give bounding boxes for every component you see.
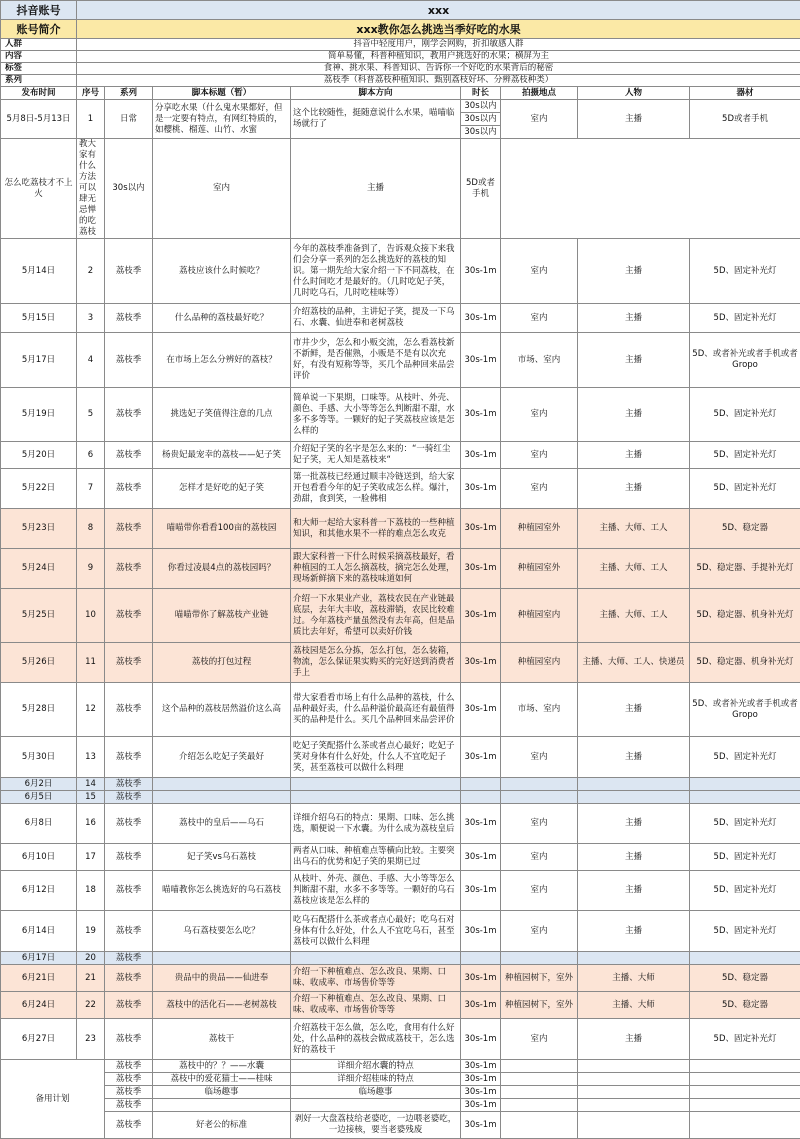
row-location: 室内 [501,304,578,333]
row-equipment: 5D、或者补光或者手机或者Gropo [690,683,800,737]
row-equipment: 5D、或者补光或者手机或者Gropo [690,333,800,388]
row-title: 怎样才是好吃的妃子笑 [153,469,291,509]
col-header-date: 发布时间 [1,87,77,100]
row-date: 5月14日 [1,239,77,304]
row-title: 临场趣事 [153,1086,291,1099]
row-duration: 30s-1m [461,1112,501,1139]
row-direction: 详细介绍水囊的特点 [291,1060,461,1073]
table-row [1,871,800,911]
table-row [1,442,800,469]
row-person: 主播 [578,100,690,139]
row-person: 主播 [578,737,690,778]
row-series: 荔枝季 [105,1019,153,1060]
row-date: 6月27日 [1,1019,77,1060]
row-title: 乌石荔枝要怎么吃？ [153,911,291,952]
row-location: 室内 [501,388,578,442]
row-duration: 30s-1m [461,1019,501,1060]
row-title [153,791,291,804]
row-duration: 30s-1m [461,965,501,992]
row-date: 5月15日 [1,304,77,333]
col-header-equipment: 器材 [690,87,800,100]
row-duration: 30s-1m [461,683,501,737]
row-location [501,791,578,804]
row-series: 荔枝季 [105,643,153,683]
row-direction: 今年的荔枝季准备到了，告诉观众接下来我们会分享一系列的怎么挑选好的荔枝的知识。第一期先给大家介绍一下不同荔枝，在什么时间吃才是最好的。（几时吃妃子笑，几时吃乌石，几时吃桂味等） [291,239,461,304]
row-date: 6月17日 [1,952,77,965]
row-series: 荔枝季 [105,304,153,333]
row-location: 种植园室外 [501,509,578,549]
row-location [501,952,578,965]
table-row [1,239,800,304]
row-duration: 30s-1m [461,1086,501,1099]
row-duration: 30s以内 [461,126,501,139]
row-series: 荔枝季 [105,589,153,643]
row-num: 17 [77,844,105,871]
row-person: 主播 [578,469,690,509]
row-equipment [690,791,800,804]
table-row [1,469,800,509]
row-direction: 简单说一下果期，口味等。从枝叶、外壳、颜色、手感、大小等等怎么判断甜不甜，水多不多等等。一颗好的妃子笑荔枝应该是怎么样的 [291,388,461,442]
row-title: 你看过凌晨4点的荔枝园吗？ [153,549,291,589]
row-date: 5月28日 [1,683,77,737]
row-person: 主播 [578,844,690,871]
row-equipment: 5D、稳定器 [690,992,800,1019]
backup-row [1,1060,800,1073]
row-date: 6月10日 [1,844,77,871]
table-row [1,549,800,589]
row-person [578,791,690,804]
row-num: 11 [77,643,105,683]
row-location: 室内 [153,139,291,239]
row-location: 室内 [501,871,578,911]
row-direction: 介绍一下种植难点、怎么改良、果期、口味、收成率、市场售价等等 [291,965,461,992]
row-equipment: 5D、固定补光灯 [690,911,800,952]
row-num: 19 [77,911,105,952]
table-row [1,804,800,844]
row-direction: 临场趣事 [291,1086,461,1099]
row-num: 12 [77,683,105,737]
row-num: 4 [77,333,105,388]
row-direction: 第一批荔枝已经通过顺丰冷链送到，给大家开包看看今年的妃子笑收成怎么样。爆汁，劲甜，食到笑，一脸佛相 [291,469,461,509]
row-date: 5月17日 [1,333,77,388]
row-series: 荔枝季 [105,992,153,1019]
col-header-person: 人物 [578,87,690,100]
row-series: 荔枝季 [105,952,153,965]
row-title: 介绍怎么吃妃子笑最好 [153,737,291,778]
row-duration: 30s-1m [461,589,501,643]
row-series: 荔枝季 [105,1073,153,1086]
row-title: 喵喵带你了解荔枝产业链 [153,589,291,643]
empty-cell [578,1099,690,1112]
row-title [153,1099,291,1112]
row-title: 荔枝的打包过程 [153,643,291,683]
row-num: 2 [77,239,105,304]
row-duration: 30s-1m [461,871,501,911]
row-duration [461,952,501,965]
row-series: 荔枝季 [105,911,153,952]
empty-cell [690,1086,800,1099]
row-series: 荔枝季 [105,778,153,791]
row-date: 6月2日 [1,778,77,791]
row-duration: 30s-1m [461,911,501,952]
row-person: 主播、大师、工人、快递员 [578,643,690,683]
table-row [1,509,800,549]
row-person: 主播 [578,239,690,304]
row-person [578,952,690,965]
row-date: 5月30日 [1,737,77,778]
row-num: 8 [77,509,105,549]
row-series: 荔枝季 [105,791,153,804]
row-equipment: 5D、稳定器 [690,509,800,549]
row-title: 荔枝中的皇后——乌石 [153,804,291,844]
row-person: 主播 [578,911,690,952]
row-title [153,952,291,965]
row-direction: 介绍荔枝干怎么做，怎么吃，食用有什么好处，什么品种的荔枝会做成荔枝干，怎么选好的荔枝干 [291,1019,461,1060]
col-header-location: 拍摄地点 [501,87,578,100]
row-equipment: 5D、固定补光灯 [690,804,800,844]
row-title [153,778,291,791]
table-row [1,791,800,804]
table-row [1,911,800,952]
backup-row [1,1112,800,1139]
row-person [578,778,690,791]
row-num: 1 [77,100,105,139]
table-row [1,683,800,737]
row-location: 种植园树下，室外 [501,992,578,1019]
row-series: 荔枝季 [105,1086,153,1099]
table-row [1,304,800,333]
row-duration: 30s-1m [461,333,501,388]
profile-value: 简单易懂，科普种植知识，教用户挑选好的水果；横屏为主 [77,51,800,63]
empty-cell [501,1086,578,1099]
empty-cell [578,1086,690,1099]
row-person: 主播、大师 [578,992,690,1019]
row-direction: 这个比较随性，挺随意说什么水果，喵喵临场就行了 [291,100,461,139]
row-equipment: 5D、固定补光灯 [690,469,800,509]
table-row [1,333,800,388]
row-location: 室内 [501,911,578,952]
row-person: 主播 [578,388,690,442]
row-duration: 30s-1m [461,304,501,333]
row-equipment: 5D、固定补光灯 [690,388,800,442]
empty-cell [501,1060,578,1073]
row-direction: 详细介绍乌石的特点：果期、口味、怎么挑选，顺便说一下水囊。为什么成为荔枝皇后 [291,804,461,844]
row-equipment: 5D或者手机 [690,100,800,139]
row-equipment [690,952,800,965]
row-direction: 介绍一下种植难点、怎么改良、果期、口味、收成率、市场售价等等 [291,992,461,1019]
row-direction: 介绍妃子笑的名字是怎么来的：“一骑红尘妃子笑，无人知是荔枝来“ [291,442,461,469]
row-duration [461,791,501,804]
row-date: 6月8日 [1,804,77,844]
row-num: 21 [77,965,105,992]
row-direction [291,791,461,804]
row-series: 荔枝季 [105,549,153,589]
row-direction: 教大家有什么方法可以肆无忌惮的吃荔枝 [77,139,105,239]
row-series: 荔枝季 [105,469,153,509]
row-date: 6月21日 [1,965,77,992]
row-num: 6 [77,442,105,469]
row-series: 荔枝季 [105,509,153,549]
row-title: 在市场上怎么分辨好的荔枝？ [153,333,291,388]
row-person: 主播 [578,304,690,333]
row-person: 主播、大师、工人 [578,509,690,549]
row-location: 室内 [501,844,578,871]
backup-row [1,1073,800,1086]
profile-label: 内容 [1,51,77,63]
row-num: 18 [77,871,105,911]
row-series: 荔枝季 [105,1060,153,1073]
empty-cell [690,1112,800,1139]
row-num: 10 [77,589,105,643]
row-equipment: 5D、固定补光灯 [690,737,800,778]
row-series: 荔枝季 [105,871,153,911]
row-direction: 从枝叶、外壳、颜色、手感、大小等等怎么判断甜不甜，水多不多等等。一颗好的乌石荔枝应该是怎么样的 [291,871,461,911]
row-date: 5月19日 [1,388,77,442]
row-duration: 30s以内 [461,100,501,113]
row-num: 13 [77,737,105,778]
row-series: 荔枝季 [105,965,153,992]
row-title: 挑选妃子笑值得注意的几点 [153,388,291,442]
row-date: 5月23日 [1,509,77,549]
row-equipment: 5D、稳定器、机身补光灯 [690,589,800,643]
row-duration: 30s-1m [461,992,501,1019]
row-location: 室内 [501,1019,578,1060]
row-title: 荔枝应该什么时候吃？ [153,239,291,304]
row-title: 荔枝中的活化石——老树荔枝 [153,992,291,1019]
row-title: 荔枝中的爱花猫士——桂味 [153,1073,291,1086]
col-header-num: 序号 [77,87,105,100]
row-title: 贵品中的贵品——仙进奉 [153,965,291,992]
row-direction: 两者从口味、种植难点等横向比较。主要突出乌石的优势和妃子笑的果期已过 [291,844,461,871]
profile-label: 人群 [1,39,77,51]
row-location: 室内 [501,804,578,844]
profile-label: 系列 [1,75,77,87]
intro-label: 账号简介 [1,20,77,39]
row-direction: 跟大家科普一下什么时候采摘荔枝最好，看种植园的工人怎么摘荔枝，摘完怎么处理，现场新鲜摘下来的荔枝味道如何 [291,549,461,589]
table-row [1,992,800,1019]
row-date: 6月12日 [1,871,77,911]
row-equipment: 5D、稳定器 [690,965,800,992]
row-location: 种植园室内 [501,589,578,643]
row-title: 荔枝中的？？——水囊 [153,1060,291,1073]
profile-value: 抖音中轻度用户，刚学会网购，折扣敏感人群 [77,39,800,51]
row-title: 怎么吃荔枝才不上火 [1,139,77,239]
empty-cell [578,1073,690,1086]
row-person: 主播 [578,333,690,388]
row-equipment: 5D、固定补光灯 [690,239,800,304]
row-location: 种植园室外 [501,549,578,589]
row-direction: 带大家看看市场上有什么品种的荔枝，什么品种最好卖，什么品种溢价最高还有最值得买的品种是什么。买几个品种回来品尝评价 [291,683,461,737]
row-num: 5 [77,388,105,442]
row-title: 什么品种的荔枝最好吃？ [153,304,291,333]
row-duration: 30s-1m [461,804,501,844]
row-location [501,778,578,791]
row-duration: 30s以内 [461,113,501,126]
row-duration: 30s-1m [461,737,501,778]
row-direction: 和大师一起给大家科普一下荔枝的一些种植知识，和其他水果不一样的难点怎么攻克 [291,509,461,549]
empty-cell [690,1060,800,1073]
row-num: 23 [77,1019,105,1060]
table-row [1,589,800,643]
row-title: 这个品种的荔枝居然溢价这么高 [153,683,291,737]
empty-cell [501,1099,578,1112]
col-header-duration: 时长 [461,87,501,100]
row-title: 喵喵教你怎么挑选好的乌石荔枝 [153,871,291,911]
row-series: 荔枝季 [105,333,153,388]
backup-row [1,1086,800,1099]
row-title: 喵喵带你看看100亩的荔枝园 [153,509,291,549]
row-equipment: 5D、稳定器、手提补光灯 [690,549,800,589]
row-title: 分享吃水果（什么鬼水果都好，但是一定要有特点，有网红特质的，如樱桃、榴莲、山竹、水蜜 [153,100,291,139]
row-date: 6月5日 [1,791,77,804]
empty-cell [501,1112,578,1139]
row-duration: 30s-1m [461,1060,501,1073]
col-header-series: 系列 [105,87,153,100]
profile-value: 荔枝季（科普荔枝种植知识、甄别荔枝好坏、分辨荔枝种类） [77,75,800,87]
table-row [1,643,800,683]
row-date: 5月24日 [1,549,77,589]
row-date: 5月25日 [1,589,77,643]
row-num: 14 [77,778,105,791]
table-row [1,778,800,791]
row-location: 室内 [501,737,578,778]
row-location: 市场、室内 [501,683,578,737]
row-person: 主播 [578,871,690,911]
backup-label: 备用计划 [1,1060,105,1139]
row-location: 室内 [501,100,578,139]
row-direction: 剥好一大盘荔枝给老婆吃，一边喂老婆吃，一边接核，要当老婆残废 [291,1112,461,1139]
row-title: 荔枝干 [153,1019,291,1060]
row-equipment: 5D、固定补光灯 [690,304,800,333]
row-num: 16 [77,804,105,844]
account-value: xxx [77,1,800,20]
row-num: 3 [77,304,105,333]
row-num: 15 [77,791,105,804]
row-person: 主播、大师 [578,965,690,992]
intro-value: xxx教你怎么挑选当季好吃的水果 [77,20,800,39]
row-location: 种植园室内 [501,643,578,683]
empty-cell [690,1099,800,1112]
row-equipment: 5D或者手机 [461,139,501,239]
row-direction: 吃乌石配搭什么茶或者点心最好；吃乌石对身体有什么好处，什么人不宜吃乌石，甚至荔枝可以做什么料理 [291,911,461,952]
row-series: 荔枝季 [105,1099,153,1112]
col-header-direction: 脚本方向 [291,87,461,100]
row-series: 荔枝季 [105,442,153,469]
row-direction [291,778,461,791]
row-person: 主播、大师、工人 [578,589,690,643]
row-duration: 30s-1m [461,509,501,549]
row-equipment: 5D、稳定器、机身补光灯 [690,643,800,683]
row-date: 5月8日-5月13日 [1,100,77,139]
row-date: 5月20日 [1,442,77,469]
account-label: 抖音账号 [1,1,77,20]
row-duration: 30s-1m [461,844,501,871]
empty-cell [690,1073,800,1086]
row-direction: 荔枝园是怎么分拣，怎么打包，怎么装箱，物流，怎么保证果实购买的完好送到消费者手上 [291,643,461,683]
row-person: 主播 [578,442,690,469]
row-series: 荔枝季 [105,804,153,844]
row-title: 妃子笑vs乌石荔枝 [153,844,291,871]
row-person: 主播 [578,683,690,737]
row-num: 7 [77,469,105,509]
row-series: 日常 [105,100,153,139]
empty-cell [578,1112,690,1139]
row-series: 荔枝季 [105,683,153,737]
row-location: 室内 [501,239,578,304]
row-location: 室内 [501,469,578,509]
row-equipment: 5D、固定补光灯 [690,442,800,469]
row-date: 6月24日 [1,992,77,1019]
row-num: 22 [77,992,105,1019]
row-title: 好老公的标准 [153,1112,291,1139]
row-series: 荔枝季 [105,239,153,304]
row-duration: 30s-1m [461,549,501,589]
row-date: 6月14日 [1,911,77,952]
table-row [1,844,800,871]
row-duration: 30s-1m [461,469,501,509]
row-num: 20 [77,952,105,965]
backup-row [1,1099,800,1112]
row-duration: 30s-1m [461,239,501,304]
table-row [1,388,800,442]
row-equipment [690,778,800,791]
row-series: 荔枝季 [105,1112,153,1139]
row-duration: 30s-1m [461,1073,501,1086]
row-location: 市场、室内 [501,333,578,388]
row-direction [291,952,461,965]
row-series: 荔枝季 [105,844,153,871]
row-duration: 30s-1m [461,643,501,683]
row-direction: 详细介绍桂味的特点 [291,1073,461,1086]
row-duration: 30s以内 [105,139,153,239]
table-row [1,952,800,965]
table-row [1,965,800,992]
row-location: 室内 [501,442,578,469]
row-series: 荔枝季 [105,388,153,442]
row-direction: 市井少少，怎么和小贩交流，怎么看荔枝新不新鲜，是否催熟，小贩是不是有以次充好，有没有短称等等，买几个品种回来品尝评价 [291,333,461,388]
row-direction: 吃妃子笑配搭什么茶或者点心最好；吃妃子笑对身体有什么好处，什么人不宜吃妃子笑，甚至荔枝可以做什么料理 [291,737,461,778]
row-date: 5月26日 [1,643,77,683]
empty-cell [578,1060,690,1073]
row-person: 主播、大师、工人 [578,549,690,589]
row-date: 5月22日 [1,469,77,509]
profile-value: 食神、挑水果、科普知识、告诉你一个好吃的水果背后的秘密 [77,63,800,75]
empty-cell [501,1073,578,1086]
row-equipment: 5D、固定补光灯 [690,1019,800,1060]
row-direction: 介绍荔枝的品种，主讲妃子笑，提及一下乌石、水囊、仙进奉和老树荔枝 [291,304,461,333]
row-duration: 30s-1m [461,388,501,442]
row-series: 荔枝季 [105,737,153,778]
row-equipment: 5D、固定补光灯 [690,871,800,911]
row-person: 主播 [291,139,461,239]
row-num: 9 [77,549,105,589]
col-header-title: 脚本标题（暂） [153,87,291,100]
row-direction: 介绍一下水果业产业，荔枝农民在产业链最底层，去年大丰收，荔枝滞销，农民比较难过。今年荔枝产量虽然没有去年高，但是品质比去年好，希望可以卖好价钱 [291,589,461,643]
row-direction [291,1099,461,1112]
row-person: 主播 [578,1019,690,1060]
row-duration: 30s-1m [461,442,501,469]
row-equipment: 5D、固定补光灯 [690,844,800,871]
profile-label: 标签 [1,63,77,75]
row-duration [461,778,501,791]
row-person: 主播 [578,804,690,844]
table-row [1,1019,800,1060]
row-location: 种植园树下，室外 [501,965,578,992]
table-row [1,737,800,778]
row-title: 杨贵妃最宠幸的荔枝——妃子笑 [153,442,291,469]
row-duration: 30s-1m [461,1099,501,1112]
